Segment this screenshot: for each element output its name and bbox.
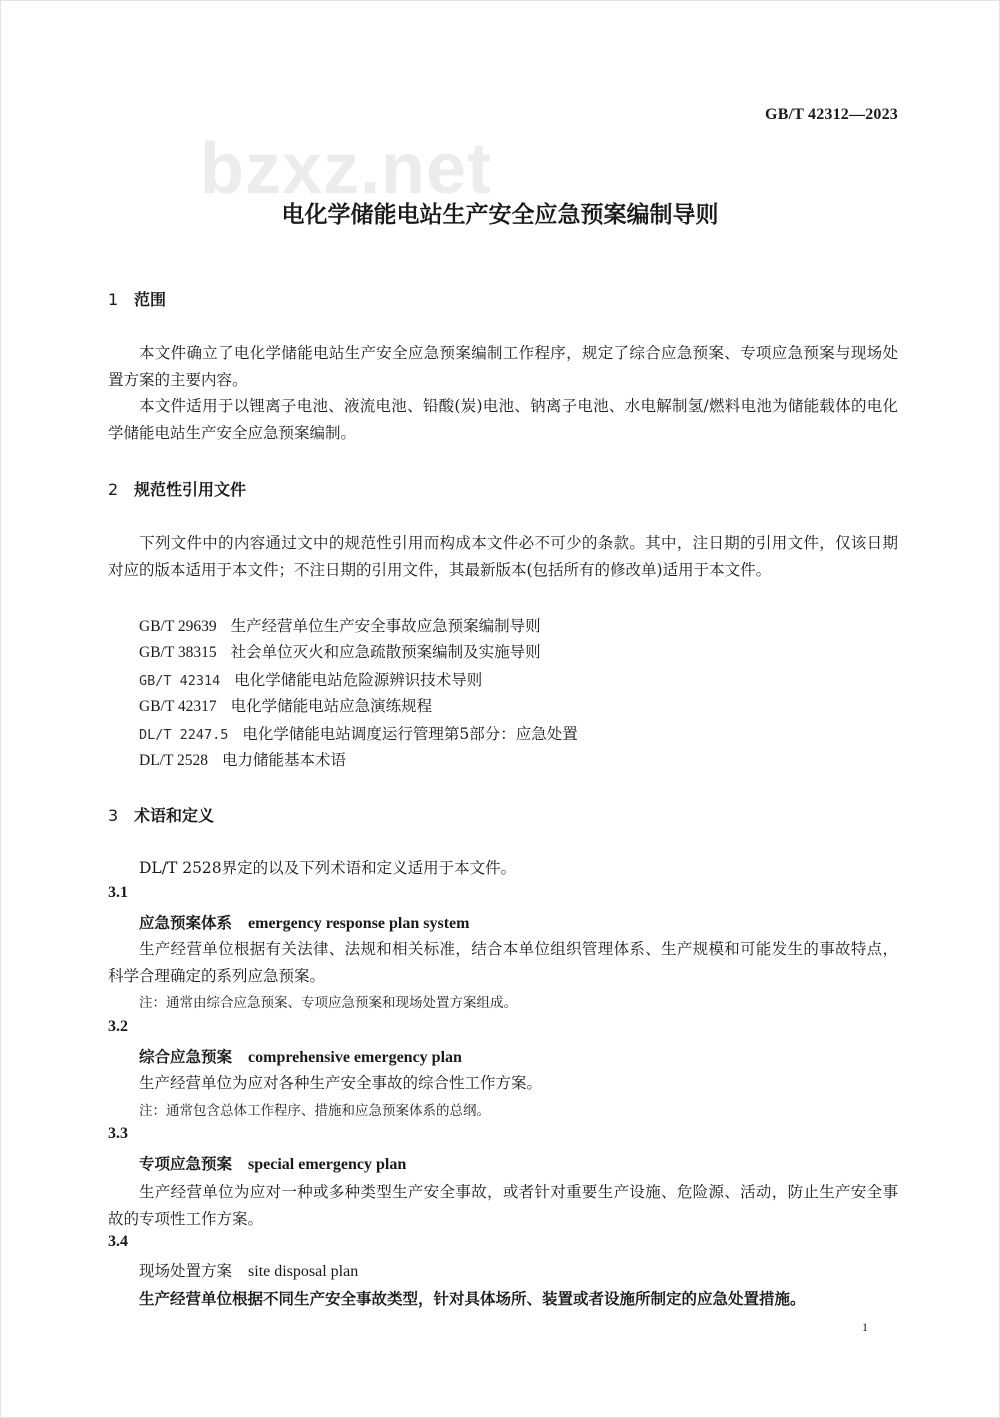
term-zh: 现场处置方案 <box>139 1262 233 1280</box>
reference-item <box>139 614 541 636</box>
term-en: site disposal plan <box>248 1263 359 1280</box>
term-definition: 生产经营单位为应对各种生产安全事故的综合性工作方案。 <box>139 1074 543 1092</box>
watermark: bzxz.net <box>200 129 493 209</box>
term-note: 注：通常包含总体工作程序、措施和应急预案体系的总纲。 <box>139 1103 490 1119</box>
reference-item <box>139 694 432 716</box>
term-zh: 应急预案体系 <box>139 914 233 932</box>
reference-code: GB/T 29639 <box>139 618 217 635</box>
reference-code: GB/T 38315 <box>139 644 217 661</box>
term-definition: 生产经营单位根据有关法律、法规和相关标准，结合本单位组织管理体系、生产规模和可能发生的事故特点，科学合理确定的系列应急预案。 <box>108 940 898 985</box>
term-heading <box>139 1152 406 1174</box>
reference-item <box>139 722 578 744</box>
paragraph: 本文件确立了电化学储能电站生产安全应急预案编制工作程序，规定了综合应急预案、专项应急预案与现场处置方案的主要内容。 <box>108 344 898 389</box>
section-number: 3 <box>108 806 119 825</box>
reference-title: 电化学储能电站危险源辨识技术导则 <box>234 671 483 689</box>
paragraph: 下列文件中的内容通过文中的规范性引用而构成本文件必不可少的条款。其中，注日期的引用文件，仅该日期对应的版本适用于本文件；不注日期的引用文件，其最新版本(包括所有的修改单)适用于本文件。 <box>108 534 898 579</box>
section-title: 规范性引用文件 <box>134 480 247 499</box>
term-number: 3.4 <box>108 1233 128 1250</box>
reference-title: 社会单位灭火和应急疏散预案编制及实施导则 <box>230 643 541 661</box>
section-1-heading <box>108 287 166 310</box>
paragraph: 本文件适用于以锂离子电池、液流电池、铅酸(炭)电池、钠离子电池、水电解制氢/燃料电池为储能载体的电化学储能电站生产安全应急预案编制。 <box>108 397 898 442</box>
term-en: emergency response plan system <box>248 915 470 932</box>
term-note: 注：通常由综合应急预案、专项应急预案和现场处置方案组成。 <box>139 995 517 1011</box>
term-en: comprehensive emergency plan <box>248 1049 462 1066</box>
term-en: special emergency plan <box>248 1156 407 1173</box>
reference-item <box>139 640 541 662</box>
term-heading <box>139 1259 358 1281</box>
section-2-heading <box>108 477 246 500</box>
reference-title: 电力储能基本术语 <box>222 751 347 769</box>
reference-title: 电化学储能电站应急演练规程 <box>230 697 433 715</box>
reference-code: DL/T 2528 <box>139 752 209 769</box>
term-number: 3.3 <box>108 1125 128 1142</box>
paragraph: DL/T 2528界定的以及下列术语和定义适用于本文件。 <box>139 859 517 877</box>
reference-item <box>139 668 482 690</box>
standard-code: GB/T 42312—2023 <box>765 106 898 123</box>
term-number: 3.2 <box>108 1018 128 1035</box>
section-number: 1 <box>108 290 119 309</box>
term-heading <box>139 1045 462 1067</box>
term-definition: 生产经营单位为应对一种或多种类型生产安全事故，或者针对重要生产设施、危险源、活动，防止生产安全事故的专项性工作方案。 <box>108 1183 898 1228</box>
section-title: 术语和定义 <box>134 806 215 825</box>
reference-code: GB/T 42317 <box>139 698 217 715</box>
reference-title: 生产经营单位生产安全事故应急预案编制导则 <box>230 617 541 635</box>
term-zh: 综合应急预案 <box>139 1048 233 1066</box>
page-title: 电化学储能电站生产安全应急预案编制导则 <box>281 202 719 228</box>
reference-code: DL/T 2247.5 <box>139 727 229 743</box>
page-number: 1 <box>862 1320 868 1334</box>
term-zh: 专项应急预案 <box>139 1155 233 1173</box>
term-heading <box>139 911 469 933</box>
section-number: 2 <box>108 480 119 499</box>
reference-item <box>139 748 346 770</box>
term-number: 3.1 <box>108 884 128 901</box>
reference-code: GB/T 42314 <box>139 673 221 689</box>
section-title: 范围 <box>134 290 167 309</box>
section-3-heading <box>108 803 214 826</box>
reference-title: 电化学储能电站调度运行管理第5部分：应急处置 <box>242 725 578 743</box>
term-definition: 生产经营单位根据不同生产安全事故类型，针对具体场所、装置或者设施所制定的应急处置措施。 <box>139 1290 806 1308</box>
